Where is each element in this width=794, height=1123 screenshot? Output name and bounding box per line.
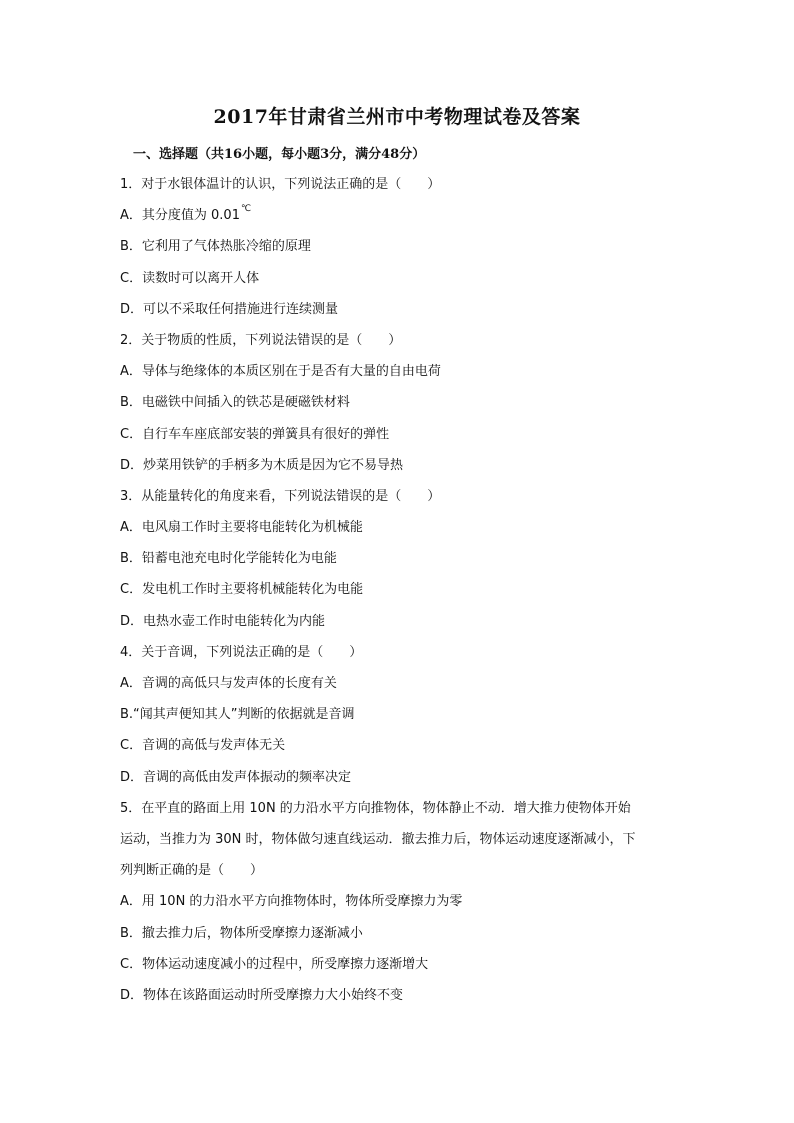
line-text: A．其分度值为 0.01 (120, 208, 240, 224)
line-text: B．电磁铁中间插入的铁芯是硬磁铁材料 (120, 395, 350, 411)
line-text: 4．关于音调，下列说法正确的是（ ） (120, 644, 363, 660)
question-line (120, 985, 680, 1016)
line-text: D．音调的高低由发声体振动的频率决定 (120, 769, 352, 785)
question-line (120, 236, 680, 267)
line-text: A．音调的高低只与发声体的长度有关 (120, 676, 337, 691)
line-text: D．电热水壶工作时电能转化为内能 (120, 613, 326, 629)
question-line (120, 361, 680, 392)
line-text: D．物体在该路面运动时所受摩擦力大小始终不变 (120, 987, 404, 1003)
section-heading: 一、选择题（共16小题，每小题3分，满分48分） (133, 147, 426, 162)
question-line (120, 330, 680, 361)
line-text: C．自行车车座底部安装的弹簧具有很好的弹性 (120, 426, 390, 442)
line-text: C．发电机工作时主要将机械能转化为电能 (120, 582, 364, 598)
line-text: 5．在平直的路面上用 10N 的力沿水平方向推物体，物体静止不动．增大推力使物体开始 (120, 800, 631, 816)
question-list (120, 174, 680, 1016)
question-line (120, 673, 680, 704)
question-line (120, 455, 680, 486)
question-line (120, 735, 680, 766)
question-line (120, 923, 680, 954)
question-line (120, 268, 680, 299)
line-text: C．音调的高低与发声体无关 (120, 738, 286, 754)
question-line (120, 704, 680, 735)
question-line (120, 767, 680, 798)
line-text: C．物体运动速度减小的过程中，所受摩擦力逐渐增大 (120, 956, 429, 972)
line-text: A．导体与绝缘体的本质区别在于是否有大量的自由电荷 (120, 364, 441, 380)
question-line (120, 829, 680, 860)
question-line (120, 205, 680, 236)
question-line (120, 611, 680, 642)
question-line (120, 891, 680, 922)
question-line (120, 954, 680, 985)
line-text: 2．关于物质的性质，下列说法错误的是（ ） (120, 332, 402, 348)
question-line (120, 517, 680, 548)
line-text: B．它利用了气体热胀冷缩的原理 (120, 239, 311, 255)
question-line (120, 299, 680, 330)
document-title: 2017年甘肃省兰州市中考物理试卷及答案 (213, 106, 581, 128)
line-text: 3．从能量转化的角度来看，下列说法错误的是（ ） (120, 488, 441, 504)
question-line (120, 392, 680, 423)
question-line (120, 798, 680, 829)
line-text: B．撤去推力后，物体所受摩擦力逐渐减小 (120, 925, 363, 941)
line-text: A．用 10N 的力沿水平方向推物体时，物体所受摩擦力为零 (120, 894, 463, 910)
question-line (120, 174, 680, 205)
question-line (120, 548, 680, 579)
line-text: 运动，当推力为 30N 时，物体做匀速直线运动．撤去推力后，物体运动速度逐渐减小，下 (120, 831, 636, 847)
line-text: B．铅蓄电池充电时化学能转化为电能 (120, 551, 337, 567)
question-line (120, 486, 680, 517)
question-line (120, 424, 680, 455)
line-text: 1．对于水银体温计的认识，下列说法正确的是（ ） (120, 177, 441, 192)
degree-celsius-symbol: ℃ (240, 204, 252, 215)
question-line (120, 860, 680, 891)
line-text: D．可以不采取任何措施进行连续测量 (120, 301, 339, 317)
line-text: B.“闻其声便知其人”判断的依据就是音调 (120, 707, 355, 723)
line-text: A．电风扇工作时主要将电能转化为机械能 (120, 520, 363, 536)
question-line (120, 642, 680, 673)
line-text: D．炒菜用铁铲的手柄多为木质是因为它不易导热 (120, 457, 404, 473)
line-text: C．读数时可以离开人体 (120, 270, 260, 286)
question-line (120, 579, 680, 610)
line-text: 列判断正确的是（ ） (120, 863, 264, 879)
